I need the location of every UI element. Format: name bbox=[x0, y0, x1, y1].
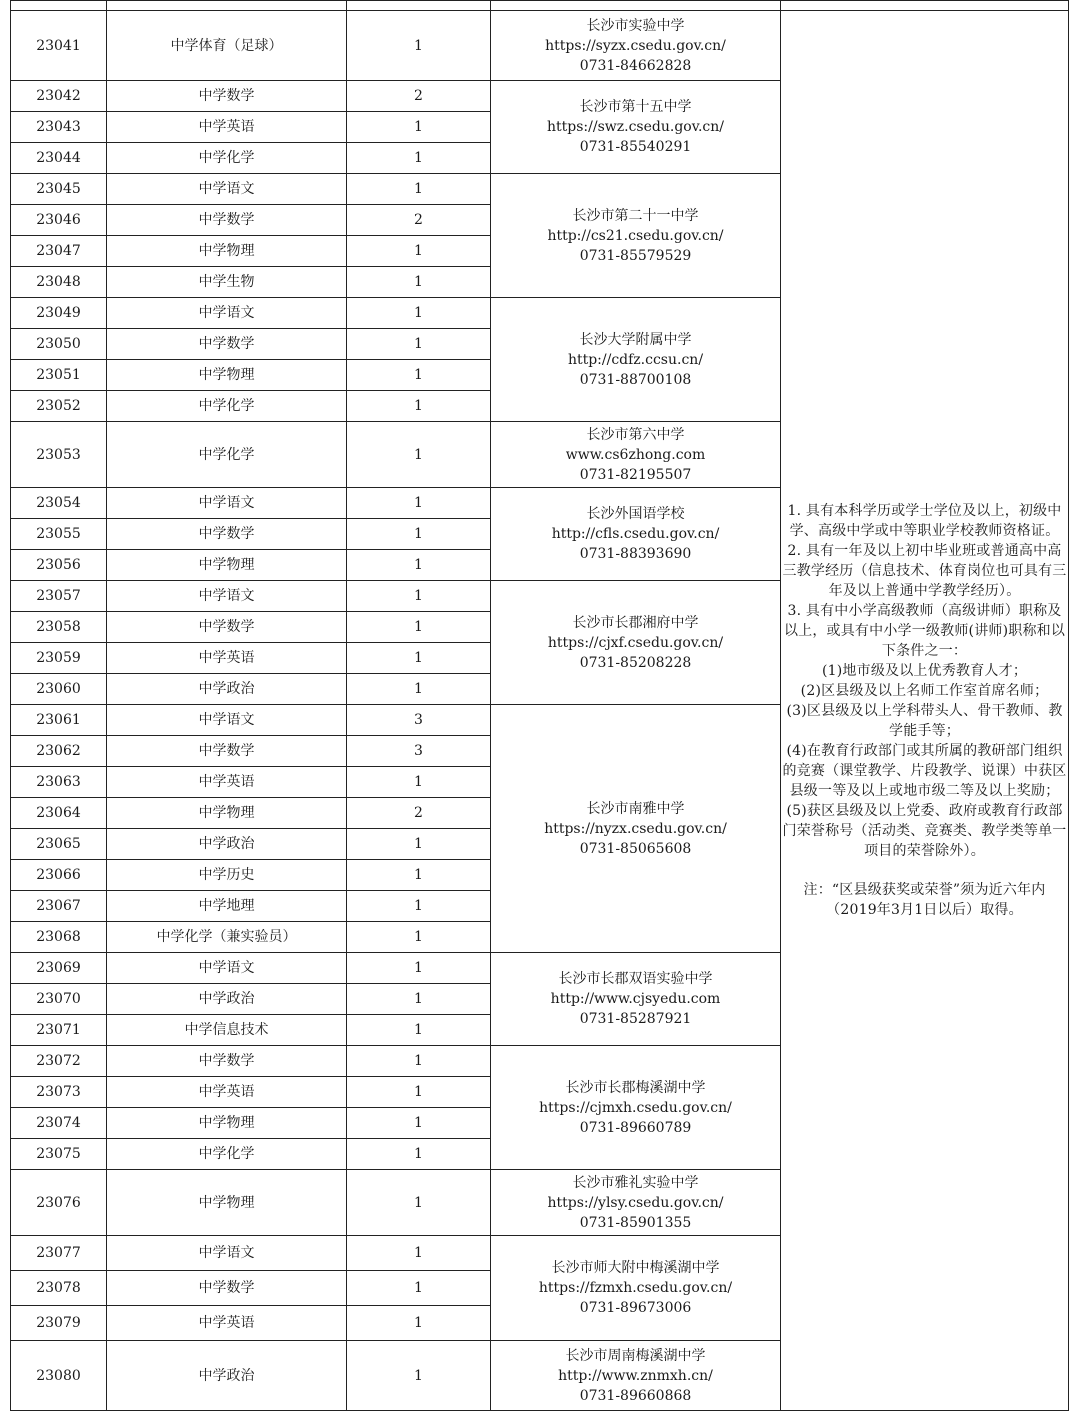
school-url: http://www.cjsyedu.com bbox=[550, 991, 721, 1007]
position-subject: 中学物理 bbox=[107, 236, 347, 267]
school-phone: 0731-85065608 bbox=[579, 840, 692, 857]
recruitment-table bbox=[10, 0, 1069, 1411]
position-count: 1 bbox=[347, 329, 491, 360]
position-code: 23041 bbox=[11, 11, 107, 81]
school-cell bbox=[491, 1341, 781, 1411]
requirement-paragraph: (1)地市级及以上优秀教育人才； bbox=[821, 663, 1028, 679]
school-name: 长沙市长郡双语实验中学 bbox=[558, 971, 713, 987]
position-code: 23072 bbox=[11, 1046, 107, 1077]
school-cell bbox=[491, 705, 781, 953]
position-code: 23071 bbox=[11, 1015, 107, 1046]
requirement-paragraph: 3. 具有中小学高级教师（高级讲师）职称及以上，或具有中小学一级教师(讲师)职称和以下条件之一： bbox=[783, 603, 1066, 659]
position-count: 1 bbox=[347, 674, 491, 705]
requirement-paragraph: (3)区县级及以上学科带头人、骨干教师、教学能手等； bbox=[786, 703, 1063, 739]
school-name: 长沙市长郡梅溪湖中学 bbox=[565, 1079, 706, 1096]
position-code: 23053 bbox=[11, 422, 107, 488]
school-phone: 0731-89660868 bbox=[579, 1387, 692, 1404]
position-code: 23077 bbox=[11, 1236, 107, 1271]
position-code: 23055 bbox=[11, 519, 107, 550]
school-cell bbox=[491, 581, 781, 705]
position-count: 1 bbox=[347, 11, 491, 81]
school-name: 长沙市第六中学 bbox=[586, 426, 685, 443]
position-subject: 中学语文 bbox=[107, 705, 347, 736]
position-count: 1 bbox=[347, 891, 491, 922]
cell-blank bbox=[11, 1, 107, 11]
school-url: https://cjmxh.csedu.gov.cn/ bbox=[539, 1099, 732, 1116]
position-code: 23049 bbox=[11, 298, 107, 329]
position-subject: 中学数学 bbox=[107, 519, 347, 550]
school-url: https://ylsy.csedu.gov.cn/ bbox=[547, 1194, 724, 1211]
requirement-note: 注：“区县级获奖或荣誉”须为近六年内（2019年3月1日以后）取得。 bbox=[803, 882, 1046, 918]
position-subject: 中学化学 bbox=[107, 391, 347, 422]
position-code: 23057 bbox=[11, 581, 107, 612]
requirement-paragraph: (5)获区县级及以上党委、政府或教育行政部门荣誉称号（活动类、竞赛类、教学类等单一项目的荣誉除外）。 bbox=[782, 803, 1067, 859]
school-phone: 0731-85540291 bbox=[579, 139, 692, 155]
position-code: 23061 bbox=[11, 705, 107, 736]
school-phone: 0731-85579529 bbox=[579, 247, 692, 264]
position-code: 23044 bbox=[11, 143, 107, 174]
position-subject: 中学数学 bbox=[107, 736, 347, 767]
position-count: 1 bbox=[347, 174, 491, 205]
school-cell bbox=[491, 81, 781, 174]
school-name: 长沙市实验中学 bbox=[586, 17, 685, 34]
position-code: 23052 bbox=[11, 391, 107, 422]
position-subject: 中学英语 bbox=[107, 1306, 347, 1341]
position-code: 23076 bbox=[11, 1170, 107, 1236]
position-code: 23075 bbox=[11, 1139, 107, 1170]
table-row bbox=[11, 11, 1069, 81]
position-count: 2 bbox=[347, 205, 491, 236]
position-count: 1 bbox=[347, 236, 491, 267]
school-url: http://cdfz.ccsu.cn/ bbox=[567, 351, 704, 368]
table-top-row bbox=[11, 1, 1069, 11]
position-code: 23051 bbox=[11, 360, 107, 391]
position-subject: 中学地理 bbox=[107, 891, 347, 922]
school-phone: 0731-85901355 bbox=[579, 1214, 692, 1231]
position-code: 23067 bbox=[11, 891, 107, 922]
position-code: 23069 bbox=[11, 953, 107, 984]
position-code: 23060 bbox=[11, 674, 107, 705]
position-count: 1 bbox=[347, 829, 491, 860]
cell-blank bbox=[781, 1, 1069, 11]
position-count: 1 bbox=[347, 767, 491, 798]
position-count: 1 bbox=[347, 1341, 491, 1411]
school-url: http://cs21.csedu.gov.cn/ bbox=[547, 227, 724, 244]
school-url: https://fzmxh.csedu.gov.cn/ bbox=[538, 1280, 733, 1296]
position-subject: 中学化学 bbox=[107, 422, 347, 488]
school-cell bbox=[491, 1046, 781, 1170]
position-code: 23058 bbox=[11, 612, 107, 643]
position-subject: 中学语文 bbox=[107, 953, 347, 984]
requirements-cell bbox=[781, 11, 1069, 1411]
school-url: https://syzx.csedu.gov.cn/ bbox=[545, 37, 726, 54]
school-name: 长沙外国语学校 bbox=[586, 506, 685, 522]
position-count: 1 bbox=[347, 143, 491, 174]
cell-blank bbox=[491, 1, 781, 11]
position-count: 1 bbox=[347, 1306, 491, 1341]
position-count: 1 bbox=[347, 112, 491, 143]
position-count: 1 bbox=[347, 267, 491, 298]
position-count: 1 bbox=[347, 298, 491, 329]
school-url: https://nyzx.csedu.gov.cn/ bbox=[544, 820, 727, 837]
school-name: 长沙市师大附中梅溪湖中学 bbox=[551, 1260, 720, 1276]
position-count: 1 bbox=[347, 612, 491, 643]
school-phone: 0731-88393690 bbox=[579, 546, 692, 562]
position-code: 23080 bbox=[11, 1341, 107, 1411]
school-cell bbox=[491, 488, 781, 581]
position-subject: 中学物理 bbox=[107, 360, 347, 391]
position-code: 23048 bbox=[11, 267, 107, 298]
position-code: 23063 bbox=[11, 767, 107, 798]
position-subject: 中学历史 bbox=[107, 860, 347, 891]
position-count: 1 bbox=[347, 922, 491, 953]
school-cell bbox=[491, 1236, 781, 1341]
position-count: 2 bbox=[347, 81, 491, 112]
position-count: 1 bbox=[347, 422, 491, 488]
position-count: 1 bbox=[347, 643, 491, 674]
school-name: 长沙大学附属中学 bbox=[579, 331, 692, 348]
school-cell bbox=[491, 422, 781, 488]
school-phone: 0731-89673006 bbox=[579, 1300, 692, 1316]
position-code: 23078 bbox=[11, 1271, 107, 1306]
requirement-paragraph: 1. 具有本科学历或学士学位及以上，初级中学、高级中学或中等职业学校教师资格证。 bbox=[787, 503, 1062, 539]
position-code: 23066 bbox=[11, 860, 107, 891]
school-name: 长沙市第十五中学 bbox=[579, 99, 692, 115]
school-url: www.cs6zhong.com bbox=[565, 446, 706, 463]
position-count: 2 bbox=[347, 798, 491, 829]
position-code: 23046 bbox=[11, 205, 107, 236]
position-count: 1 bbox=[347, 360, 491, 391]
position-code: 23073 bbox=[11, 1077, 107, 1108]
cell-blank bbox=[347, 1, 491, 11]
position-subject: 中学数学 bbox=[107, 205, 347, 236]
requirement-paragraph: 2. 具有一年及以上初中毕业班或普通高中高三教学经历（信息技术、体育岗位也可具有三年及以上普通中学教学经历）。 bbox=[782, 543, 1067, 599]
position-count: 1 bbox=[347, 1015, 491, 1046]
position-subject: 中学语文 bbox=[107, 488, 347, 519]
school-phone: 0731-88700108 bbox=[579, 371, 692, 388]
position-count: 1 bbox=[347, 1170, 491, 1236]
position-count: 1 bbox=[347, 550, 491, 581]
requirement-paragraph: (2)区县级及以上名师工作室首席名师； bbox=[800, 683, 1049, 699]
spacer bbox=[781, 861, 1068, 880]
position-count: 1 bbox=[347, 581, 491, 612]
position-code: 23059 bbox=[11, 643, 107, 674]
position-subject: 中学语文 bbox=[107, 298, 347, 329]
position-code: 23050 bbox=[11, 329, 107, 360]
position-code: 23064 bbox=[11, 798, 107, 829]
position-subject: 中学英语 bbox=[107, 643, 347, 674]
position-count: 1 bbox=[347, 1236, 491, 1271]
position-subject: 中学英语 bbox=[107, 767, 347, 798]
position-code: 23047 bbox=[11, 236, 107, 267]
position-count: 1 bbox=[347, 391, 491, 422]
school-cell bbox=[491, 953, 781, 1046]
position-code: 23045 bbox=[11, 174, 107, 205]
cell-blank bbox=[107, 1, 347, 11]
school-name: 长沙市南雅中学 bbox=[586, 800, 685, 817]
position-subject: 中学政治 bbox=[107, 1341, 347, 1411]
school-name: 长沙市周南梅溪湖中学 bbox=[565, 1347, 706, 1364]
school-url: https://cjxf.csedu.gov.cn/ bbox=[547, 634, 724, 651]
school-url: http://cfls.csedu.gov.cn/ bbox=[551, 526, 720, 542]
position-subject: 中学政治 bbox=[107, 829, 347, 860]
position-subject: 中学信息技术 bbox=[107, 1015, 347, 1046]
position-count: 1 bbox=[347, 1271, 491, 1306]
position-subject: 中学数学 bbox=[107, 329, 347, 360]
position-code: 23056 bbox=[11, 550, 107, 581]
position-count: 1 bbox=[347, 984, 491, 1015]
school-cell bbox=[491, 298, 781, 422]
position-code: 23065 bbox=[11, 829, 107, 860]
position-count: 1 bbox=[347, 519, 491, 550]
position-code: 23042 bbox=[11, 81, 107, 112]
position-count: 3 bbox=[347, 736, 491, 767]
position-code: 23062 bbox=[11, 736, 107, 767]
position-code: 23043 bbox=[11, 112, 107, 143]
position-code: 23068 bbox=[11, 922, 107, 953]
position-subject: 中学语文 bbox=[107, 1236, 347, 1271]
position-count: 1 bbox=[347, 1077, 491, 1108]
position-subject: 中学数学 bbox=[107, 1271, 347, 1306]
school-name: 长沙市长郡湘府中学 bbox=[572, 614, 699, 631]
position-subject: 中学语文 bbox=[107, 581, 347, 612]
position-subject: 中学数学 bbox=[107, 1046, 347, 1077]
school-phone: 0731-85208228 bbox=[579, 654, 692, 671]
position-subject: 中学数学 bbox=[107, 81, 347, 112]
position-subject: 中学化学 bbox=[107, 1139, 347, 1170]
position-count: 1 bbox=[347, 1139, 491, 1170]
position-count: 1 bbox=[347, 1108, 491, 1139]
position-subject: 中学政治 bbox=[107, 984, 347, 1015]
position-count: 1 bbox=[347, 860, 491, 891]
school-name: 长沙市第二十一中学 bbox=[572, 207, 699, 224]
position-code: 23074 bbox=[11, 1108, 107, 1139]
school-phone: 0731-84662828 bbox=[579, 57, 692, 74]
position-subject: 中学生物 bbox=[107, 267, 347, 298]
position-code: 23079 bbox=[11, 1306, 107, 1341]
position-subject: 中学物理 bbox=[107, 1170, 347, 1236]
school-name: 长沙市雅礼实验中学 bbox=[572, 1174, 699, 1191]
school-phone: 0731-82195507 bbox=[579, 466, 692, 483]
school-url: http://www.znmxh.cn/ bbox=[558, 1367, 713, 1384]
position-subject: 中学化学 bbox=[107, 143, 347, 174]
position-subject: 中学体育（足球） bbox=[107, 11, 347, 81]
position-subject: 中学化学（兼实验员） bbox=[107, 922, 347, 953]
school-cell bbox=[491, 1170, 781, 1236]
position-code: 23070 bbox=[11, 984, 107, 1015]
requirement-paragraph: (4)在教育行政部门或其所属的教研部门组织的竞赛（课堂教学、片段教学、说课）中获区县级一等及以上或地市级二等及以上奖励； bbox=[782, 743, 1067, 799]
position-subject: 中学政治 bbox=[107, 674, 347, 705]
position-subject: 中学物理 bbox=[107, 1108, 347, 1139]
position-subject: 中学物理 bbox=[107, 550, 347, 581]
position-subject: 中学数学 bbox=[107, 612, 347, 643]
position-count: 1 bbox=[347, 1046, 491, 1077]
school-phone: 0731-85287921 bbox=[579, 1011, 692, 1027]
school-url: https://swz.csedu.gov.cn/ bbox=[547, 119, 724, 135]
school-phone: 0731-89660789 bbox=[579, 1119, 692, 1136]
position-subject: 中学语文 bbox=[107, 174, 347, 205]
school-cell bbox=[491, 11, 781, 81]
position-count: 3 bbox=[347, 705, 491, 736]
position-count: 1 bbox=[347, 488, 491, 519]
school-cell bbox=[491, 174, 781, 298]
position-subject: 中学物理 bbox=[107, 798, 347, 829]
position-code: 23054 bbox=[11, 488, 107, 519]
position-subject: 中学英语 bbox=[107, 112, 347, 143]
position-count: 1 bbox=[347, 953, 491, 984]
position-subject: 中学英语 bbox=[107, 1077, 347, 1108]
